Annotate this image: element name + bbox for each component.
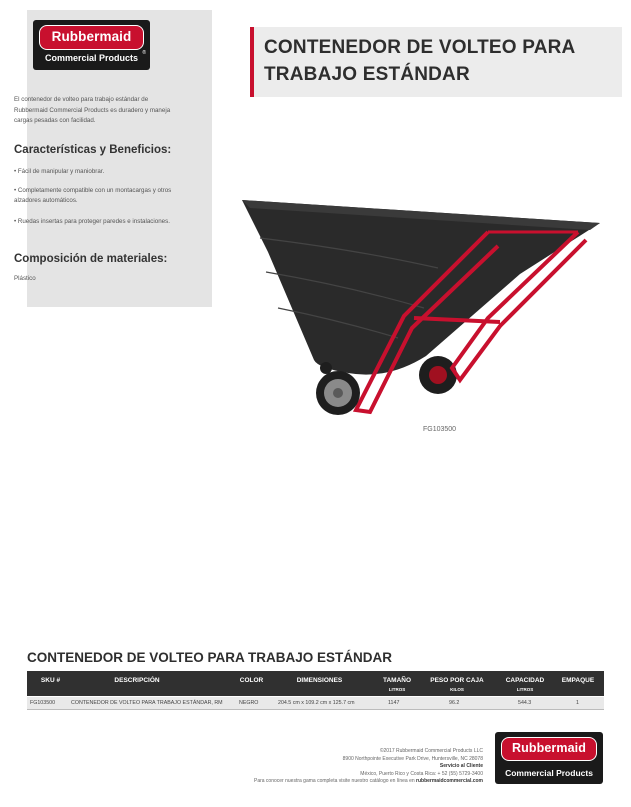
cell-size: 1147 <box>388 700 400 706</box>
col-size-unit: LITROS <box>388 687 406 692</box>
col-weight-label: PESO POR CAJA <box>430 677 484 684</box>
footer-logo-brand-text: Rubbermaid <box>512 741 586 755</box>
footer-website-link[interactable]: rubbermaidcommercial.com <box>416 778 483 784</box>
table-row <box>27 697 604 710</box>
logo-sub-text: Commercial Products <box>44 53 139 63</box>
footer-info <box>183 748 483 786</box>
cell-description: CONTENEDOR DE VOLTEO PARA TRABAJO ESTÁNDAR, RM <box>71 700 223 706</box>
col-capacity-unit: LITROS <box>516 687 534 692</box>
cell-weight: 96.2 <box>449 700 460 706</box>
col-weight-unit: KILOS <box>450 687 464 692</box>
col-size-label: TAMAÑO <box>382 677 412 684</box>
feature-item: • Fácil de manipular y maniobrar. <box>14 168 105 175</box>
logo-brand-text: Rubbermaid <box>51 29 132 44</box>
product-caption: FG103500 <box>423 426 457 433</box>
cell-color: NEGRO <box>239 700 259 706</box>
col-capacity <box>500 677 550 692</box>
col-dimensions: DIMENSIONES <box>296 677 343 684</box>
footer-copyright: ©2017 Rubbermaid Commercial Products LLC <box>379 748 483 754</box>
footer-logo-sub-text: Commercial Products <box>505 768 593 778</box>
cell-pack: 1 <box>576 700 579 706</box>
col-pack: EMPAQUE <box>561 677 595 684</box>
rubbermaid-logo <box>33 20 150 70</box>
feature-item: • Ruedas insertas para proteger paredes e instalaciones. <box>14 218 170 225</box>
col-sku: SKU # <box>40 677 61 684</box>
cell-sku: FG103500 <box>30 700 56 706</box>
cell-dimensions: 204.5 cm x 109.2 cm x 125.7 cm <box>278 700 355 706</box>
col-description: DESCRIPCIÓN <box>114 677 160 684</box>
footer-phone: México, Puerto Rico y Costa Rica: + 52 (55) 5729-3400 <box>360 770 483 777</box>
feature-item: • Completamente compatible con un montacargas y otros alzadores automáticos. <box>14 187 172 204</box>
col-size <box>377 677 417 692</box>
materials-heading: Composición de materiales: <box>14 253 168 265</box>
features-heading: Características y Beneficios: <box>14 144 172 156</box>
logo-registered-mark: ® <box>142 50 146 56</box>
materials-text: Plástico <box>14 275 36 282</box>
tilt-truck-image <box>238 190 608 422</box>
cell-capacity: 544.3 <box>518 700 532 706</box>
footer-rubbermaid-logo <box>495 732 603 784</box>
intro-text: El contenedor de volteo para trabajo estándar de Rubbermaid Commercial Products es duradero y maneja cargas pesadas con facilidad. <box>14 96 171 125</box>
table-header <box>27 671 604 696</box>
col-weight <box>427 677 487 692</box>
footer-service: Servicio al Cliente <box>439 763 483 769</box>
col-capacity-label: CAPACIDAD <box>505 677 545 684</box>
title-accent-bar <box>250 27 254 97</box>
footer-address: 8900 Northpointe Executive Park Drive, Huntersville, NC 28078 <box>342 755 483 762</box>
col-color: COLOR <box>239 677 264 684</box>
page-title: CONTENEDOR DE VOLTEO PARA TRABAJO ESTÁNDAR <box>264 37 575 85</box>
footer-catalog-text: Para conocer nuestra gama completa visite nuestro catálogo en línea en <box>253 778 415 784</box>
table-title: CONTENEDOR DE VOLTEO PARA TRABAJO ESTÁNDAR <box>27 650 393 665</box>
